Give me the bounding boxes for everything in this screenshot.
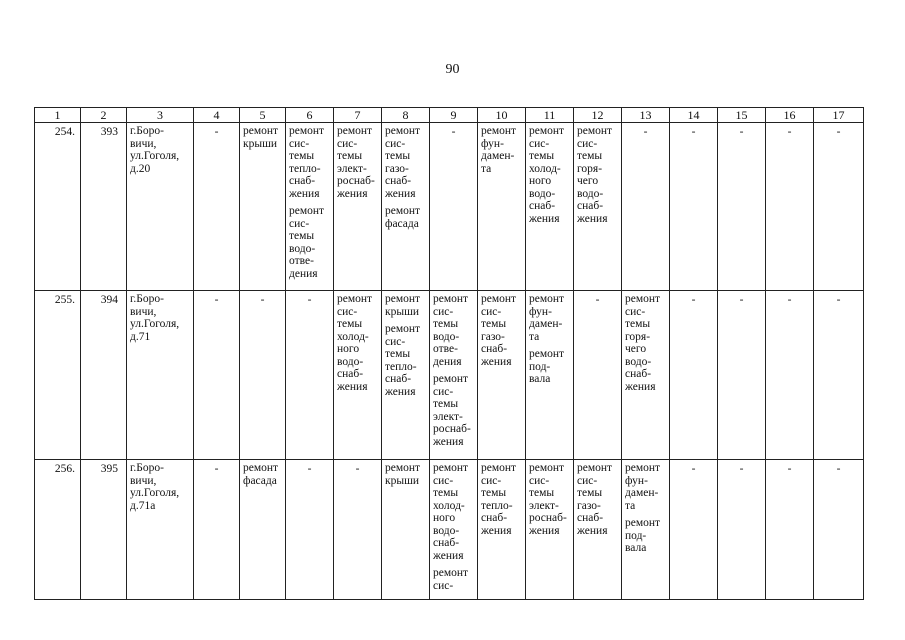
empty-cell: -	[194, 460, 240, 600]
text-line: д.71а	[130, 499, 156, 512]
text-line: газо-	[577, 499, 601, 512]
work-entry	[433, 293, 475, 368]
work-entry	[481, 462, 523, 537]
work-cell	[382, 460, 430, 600]
table-body	[35, 123, 864, 600]
text-line: ремонт	[385, 323, 421, 335]
text-line: снаб-	[577, 200, 604, 212]
text-line: элект-	[337, 162, 367, 175]
text-line: сис-	[289, 137, 310, 150]
text-line: фун-	[529, 305, 552, 318]
text-line: жения	[577, 212, 608, 225]
work-entry	[481, 125, 523, 175]
address-cell	[127, 460, 194, 600]
empty-cell: -	[240, 291, 286, 460]
text-line: темы	[481, 318, 507, 330]
text-line: ремонт	[433, 373, 469, 385]
text-line: ремонт	[385, 293, 421, 305]
row-number-cell: 255.	[35, 291, 81, 460]
header-row	[35, 108, 864, 123]
text-line: ремонт	[625, 462, 661, 474]
text-line: снаб-	[289, 175, 316, 187]
text-line: жения	[385, 385, 416, 398]
empty-cell: -	[814, 460, 864, 600]
table-row	[35, 460, 864, 600]
text-line: горя-	[577, 162, 603, 175]
text-line: сис-	[385, 137, 406, 150]
text-line: ремонт	[433, 462, 469, 474]
text-line: холод-	[529, 162, 561, 175]
text-line: ремонт	[625, 517, 661, 529]
text-line: ремонт	[243, 462, 279, 474]
empty-cell: -	[814, 291, 864, 460]
work-entry	[529, 293, 571, 343]
text-line: роснаб-	[337, 175, 375, 187]
work-cell	[240, 460, 286, 600]
work-entry	[625, 293, 667, 393]
text-line: темы	[289, 230, 315, 242]
text-line: ремонт	[433, 567, 469, 579]
column-header: 10	[478, 108, 526, 123]
work-cell	[430, 291, 478, 460]
empty-cell: -	[766, 460, 814, 600]
text-line: снаб-	[625, 368, 652, 380]
work-entry	[289, 205, 331, 280]
text-line: под-	[529, 360, 551, 373]
text-line: г.Боро-	[130, 462, 164, 474]
text-line: дамен-	[529, 318, 563, 330]
text-line: жения	[481, 355, 512, 368]
text-line: вичи,	[130, 137, 157, 150]
work-cell	[622, 460, 670, 600]
work-entry	[385, 125, 427, 200]
column-header: 3	[127, 108, 194, 123]
text-line: ремонт	[337, 293, 373, 305]
text-line: сис-	[529, 137, 550, 150]
work-cell	[334, 291, 382, 460]
text-line: г.Боро-	[130, 293, 164, 305]
text-line: вичи,	[130, 474, 157, 487]
text-line: сис-	[529, 474, 550, 487]
address-text	[130, 125, 191, 175]
text-line: жения	[529, 524, 560, 537]
text-line: фасада	[385, 217, 419, 230]
empty-cell: -	[814, 123, 864, 291]
text-line: та	[625, 499, 636, 512]
text-line: снаб-	[385, 175, 412, 187]
text-line: дамен-	[625, 487, 659, 499]
work-entry	[385, 205, 427, 230]
text-line: сис-	[481, 305, 502, 318]
text-line: снаб-	[337, 368, 364, 380]
empty-cell: -	[194, 123, 240, 291]
work-cell	[478, 123, 526, 291]
text-line: темы	[433, 398, 459, 410]
text-line: темы	[385, 150, 411, 162]
work-entry	[577, 462, 619, 537]
text-line: жения	[337, 187, 368, 200]
text-line: вала	[625, 542, 647, 554]
work-entry	[433, 462, 475, 562]
text-line: сис-	[433, 305, 454, 318]
column-header: 1	[35, 108, 81, 123]
empty-cell: -	[766, 291, 814, 460]
text-line: сис-	[337, 137, 358, 150]
text-line: сис-	[625, 305, 646, 318]
text-line: д.20	[130, 162, 151, 175]
text-line: ремонт	[481, 125, 517, 137]
work-cell	[526, 291, 574, 460]
text-line: ремонт	[577, 462, 613, 474]
text-line: чего	[577, 175, 599, 187]
empty-cell: -	[194, 291, 240, 460]
column-header: 14	[670, 108, 718, 123]
text-line: водо-	[337, 355, 364, 368]
text-line: холод-	[337, 330, 369, 343]
work-entry	[529, 462, 571, 537]
column-header: 7	[334, 108, 382, 123]
work-entry	[433, 567, 475, 592]
text-line: вичи,	[130, 305, 157, 318]
text-line: сис-	[433, 385, 454, 398]
text-line: ного	[433, 512, 456, 524]
empty-cell: -	[670, 291, 718, 460]
column-header: 6	[286, 108, 334, 123]
text-line: дамен-	[481, 150, 515, 162]
work-entry	[433, 373, 475, 448]
text-line: отве-	[289, 255, 314, 267]
text-line: сис-	[385, 335, 406, 348]
text-line: водо-	[433, 524, 460, 537]
text-line: жения	[625, 380, 656, 393]
text-line: д.71	[130, 330, 151, 343]
work-cell	[622, 291, 670, 460]
address-text	[130, 293, 191, 343]
text-line: г.Боро-	[130, 125, 164, 137]
work-cell	[478, 460, 526, 600]
text-line: жения	[529, 212, 560, 225]
work-entry	[625, 517, 667, 555]
text-line: элект-	[529, 499, 559, 512]
text-line: ремонт	[433, 293, 469, 305]
text-line: ремонт	[625, 293, 661, 305]
work-cell	[334, 123, 382, 291]
empty-cell: -	[718, 123, 766, 291]
text-line: темы	[481, 487, 507, 499]
address-cell	[127, 291, 194, 460]
work-cell	[478, 291, 526, 460]
column-header: 15	[718, 108, 766, 123]
text-line: ремонт	[529, 462, 565, 474]
text-line: тепло-	[289, 162, 321, 175]
text-line: сис-	[433, 474, 454, 487]
text-line: ремонт	[577, 125, 613, 137]
text-line: жения	[385, 187, 416, 200]
text-line: снаб-	[529, 200, 556, 212]
text-line: водо-	[433, 330, 460, 343]
text-line: газо-	[385, 162, 409, 175]
text-line: жения	[433, 549, 464, 562]
column-header: 11	[526, 108, 574, 123]
work-cell	[574, 123, 622, 291]
text-line: снаб-	[385, 373, 412, 385]
text-line: темы	[433, 487, 459, 499]
text-line: тепло-	[385, 360, 417, 373]
empty-cell: -	[766, 123, 814, 291]
empty-cell: -	[286, 291, 334, 460]
text-line: дения	[433, 355, 462, 368]
text-line: ремонт	[243, 125, 279, 137]
text-line: ремонт	[385, 205, 421, 217]
address-cell	[127, 123, 194, 291]
text-line: темы	[625, 318, 651, 330]
work-entry	[243, 125, 283, 150]
work-cell	[430, 460, 478, 600]
text-line: снаб-	[481, 343, 508, 355]
work-cell	[382, 291, 430, 460]
text-line: сис-	[577, 474, 598, 487]
text-line: ул.Гоголя,	[130, 318, 180, 330]
text-line: фасада	[243, 474, 277, 487]
work-cell	[526, 460, 574, 600]
text-line: ремонт	[481, 462, 517, 474]
row-number-cell: 254.	[35, 123, 81, 291]
column-header: 9	[430, 108, 478, 123]
column-header: 2	[81, 108, 127, 123]
text-line: газо-	[481, 330, 505, 343]
text-line: ремонт	[481, 293, 517, 305]
empty-cell: -	[574, 291, 622, 460]
column-header: 4	[194, 108, 240, 123]
empty-cell: -	[670, 460, 718, 600]
column-header: 8	[382, 108, 430, 123]
work-entry	[529, 125, 571, 225]
column-header: 5	[240, 108, 286, 123]
text-line: ремонт	[385, 462, 421, 474]
text-line: жения	[481, 524, 512, 537]
text-line: темы	[433, 318, 459, 330]
text-line: крыши	[243, 137, 278, 150]
text-line: крыши	[385, 474, 420, 487]
text-line: фун-	[625, 474, 648, 487]
text-line: сис-	[481, 474, 502, 487]
work-entry	[481, 293, 523, 368]
work-entry	[337, 293, 379, 393]
text-line: темы	[337, 150, 363, 162]
text-line: темы	[385, 348, 411, 360]
row-number-cell: 256.	[35, 460, 81, 600]
work-cell	[240, 123, 286, 291]
work-entry	[243, 462, 283, 487]
repair-schedule-table	[34, 107, 864, 600]
text-line: темы	[529, 487, 555, 499]
text-line: вала	[529, 373, 551, 385]
table-row	[35, 291, 864, 460]
work-cell	[286, 123, 334, 291]
text-line: темы	[289, 150, 315, 162]
empty-cell: -	[670, 123, 718, 291]
work-entry	[385, 323, 427, 398]
text-line: ремонт	[385, 125, 421, 137]
text-line: та	[481, 162, 492, 175]
work-entry	[529, 348, 571, 386]
text-line: ул.Гоголя,	[130, 150, 180, 162]
text-line: снаб-	[481, 512, 508, 524]
text-line: сис-	[289, 217, 310, 230]
text-line: ремонт	[289, 205, 325, 217]
column-header: 16	[766, 108, 814, 123]
text-line: темы	[577, 150, 603, 162]
work-entry	[289, 125, 331, 200]
text-line: роснаб-	[529, 512, 567, 524]
text-line: сис-	[577, 137, 598, 150]
text-line: жения	[433, 435, 464, 448]
object-code-cell: 393	[81, 123, 127, 291]
text-line: снаб-	[577, 512, 604, 524]
work-cell	[526, 123, 574, 291]
empty-cell: -	[334, 460, 382, 600]
text-line: ремонт	[529, 293, 565, 305]
page-number: 90	[445, 62, 460, 77]
column-header: 13	[622, 108, 670, 123]
text-line: роснаб-	[433, 423, 471, 435]
text-line: крыши	[385, 305, 420, 318]
text-line: дения	[289, 267, 318, 280]
empty-cell: -	[718, 460, 766, 600]
text-line: чего	[625, 343, 647, 355]
text-line: жения	[577, 524, 608, 537]
object-code-cell: 395	[81, 460, 127, 600]
text-line: ремонт	[529, 348, 565, 360]
text-line: водо-	[529, 187, 556, 200]
text-line: тепло-	[481, 499, 513, 512]
text-line: ул.Гоголя,	[130, 487, 180, 499]
text-line: под-	[625, 529, 647, 542]
column-header: 12	[574, 108, 622, 123]
text-line: холод-	[433, 499, 465, 512]
empty-cell: -	[622, 123, 670, 291]
text-line: темы	[337, 318, 363, 330]
text-line: темы	[529, 150, 555, 162]
object-code-cell: 394	[81, 291, 127, 460]
work-entry	[385, 293, 427, 318]
work-entry	[577, 125, 619, 225]
work-entry	[337, 125, 379, 200]
empty-cell: -	[718, 291, 766, 460]
address-text	[130, 462, 191, 512]
text-line: ного	[337, 343, 360, 355]
text-line: темы	[577, 487, 603, 499]
text-line: жения	[289, 187, 320, 200]
text-line: ного	[529, 175, 552, 187]
text-line: водо-	[577, 187, 604, 200]
text-line: горя-	[625, 330, 651, 343]
table-row	[35, 123, 864, 291]
text-line: водо-	[625, 355, 652, 368]
work-cell	[574, 460, 622, 600]
text-line: снаб-	[433, 537, 460, 549]
text-line: ремонт	[289, 125, 325, 137]
text-line: ремонт	[529, 125, 565, 137]
empty-cell: -	[286, 460, 334, 600]
work-entry	[625, 462, 667, 512]
text-line: жения	[337, 380, 368, 393]
text-line: водо-	[289, 242, 316, 255]
text-line: сис-	[433, 579, 454, 592]
work-entry	[385, 462, 427, 487]
work-cell	[382, 123, 430, 291]
text-line: элект-	[433, 410, 463, 423]
text-line: ремонт	[337, 125, 373, 137]
text-line: та	[529, 330, 540, 343]
text-line: фун-	[481, 137, 504, 150]
column-header: 17	[814, 108, 864, 123]
empty-cell: -	[430, 123, 478, 291]
text-line: отве-	[433, 343, 458, 355]
text-line: сис-	[337, 305, 358, 318]
